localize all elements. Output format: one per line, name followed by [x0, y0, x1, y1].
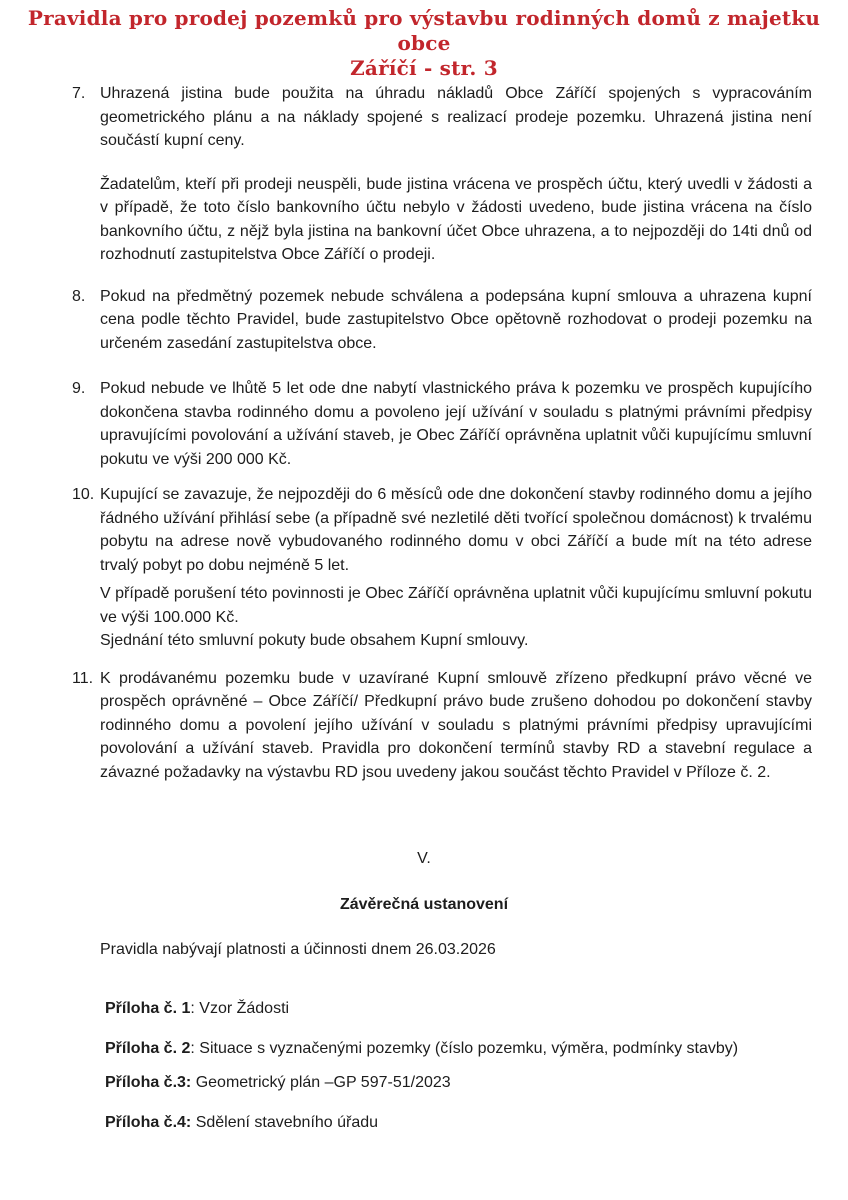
section-heading: Závěrečná ustanovení — [339, 895, 509, 913]
page-title-line1: Pravidla pro prodej pozemků pro výstavbu rodinných domů z majetku obce — [27, 6, 821, 55]
paragraph: Pokud nebude ve lhůtě 5 let ode dne nabytí vlastnického práva k pozemku ve prospěch kupujícího dokončena stavba rodinného domu a povoleno její užívání v souladu s platnými právními předpisy upravujícími povolování a užívání staveb, je Obec Záříčí oprávněna uplatnit vůči kupujícímu smluvní pokutu ve výši 200 000 Kč. — [100, 380, 812, 468]
list-item-10 — [72, 483, 812, 653]
list-item-number: 10. — [72, 486, 95, 503]
paragraph: V případě porušení této povinnosti je Obec Záříčí oprávněna uplatnit vůči kupujícímu smluvní pokutu ve výši 100.000 Kč. — [100, 585, 812, 626]
list-item-number: 11. — [72, 669, 94, 687]
list-item-11 — [72, 667, 812, 785]
attachment-label: Příloha č.4: — [105, 1114, 192, 1131]
list-item-number: 8. — [72, 287, 86, 305]
document-body — [72, 82, 812, 1135]
paragraph: Pokud na předmětný pozemek nebude schválena a podepsána kupní smlouva a uhrazena kupní cena podle těchto Pravidel, bude zastupitelstvo Obce opětovně rozhodovat o prodeji pozemku na určeném zasedání zastupitelstva obce. — [100, 287, 812, 352]
section-numeral: V. — [417, 850, 431, 867]
attachment-label: Příloha č. 2 — [105, 1040, 191, 1057]
attachment-text: : Vzor Žádosti — [190, 999, 290, 1017]
attachment-text: Geometrický plán –GP 597-51/2023 — [191, 1073, 451, 1091]
list-item-8 — [72, 285, 812, 356]
list-item-9 — [72, 377, 812, 471]
effective-date-line: Pravidla nabývají platnosti a účinnosti dnem 26.03.2026 — [100, 941, 496, 958]
list-item-number: 7. — [72, 85, 86, 102]
attachment-text: Sdělení stavebního úřadu — [191, 1114, 379, 1131]
list-item-number: 9. — [72, 380, 86, 397]
attachment-2 — [100, 1037, 812, 1061]
attachment-label: Příloha č.3: — [105, 1073, 192, 1091]
attachment-1 — [100, 997, 812, 1021]
page-title — [0, 0, 848, 81]
page-title-line2: Záříčí - str. 3 — [350, 56, 498, 80]
attachment-3 — [100, 1071, 812, 1095]
attachment-label: Příloha č. 1 — [105, 999, 191, 1017]
attachment-4 — [100, 1111, 812, 1135]
list-item-7 — [72, 82, 812, 267]
paragraph: Žadatelům, kteří při prodeji neuspěli, bude jistina vrácena ve prospěch účtu, který uvedli v žádosti a v případě, že toto číslo bankovního účtu nebylo v žádosti uvedeno, bude jistina vrácena na číslo bankovního účtu, z nějž byla jistina na bankovní účet Obce uhrazena, a to nejpozději do 14ti dnů od rozhodnutí zastupitelstva Obce Záříčí o prodeji. — [100, 175, 812, 263]
paragraph: Uhrazená jistina bude použita na úhradu nákladů Obce Záříčí spojených s vypracováním geometrického plánu a na náklady spojené s realizací prodeje pozemku. Uhrazená jistina není součástí kupní ceny. — [100, 85, 812, 149]
paragraph: Kupující se zavazuje, že nejpozději do 6 měsíců ode dne dokončení stavby rodinného domu a jejího řádného užívání přihlásí sebe (a případně své nezletilé děti tvořící společnou domácnost) k trvalému pobytu na adrese nově vybudovaného rodinného domu v obci Záříčí a bude mít na této adrese trvalý pobyt po dobu nejméně 5 let. — [100, 486, 812, 574]
paragraph: K prodávanému pozemku bude v uzavírané Kupní smlouvě zřízeno předkupní právo věcné ve prospěch oprávněné – Obce Záříčí/ Předkupní právo bude zrušeno dohodou po dokončení stavby rodinného domu a povolení jejího užívání v souladu s platnými právními předpisy upravujícími povolování a užívání staveb. Pravidla pro dokončení termínů stavby RD a stavební regulace a závazné požadavky na výstavbu RD jsou uvedeny jakou součást těchto Pravidel v Příloze č. 2. — [100, 669, 812, 781]
paragraph: Sjednání této smluvní pokuty bude obsahem Kupní smlouvy. — [100, 632, 529, 649]
attachment-text: : Situace s vyznačenými pozemky (číslo pozemku, výměra, podmínky stavby) — [190, 1040, 739, 1057]
